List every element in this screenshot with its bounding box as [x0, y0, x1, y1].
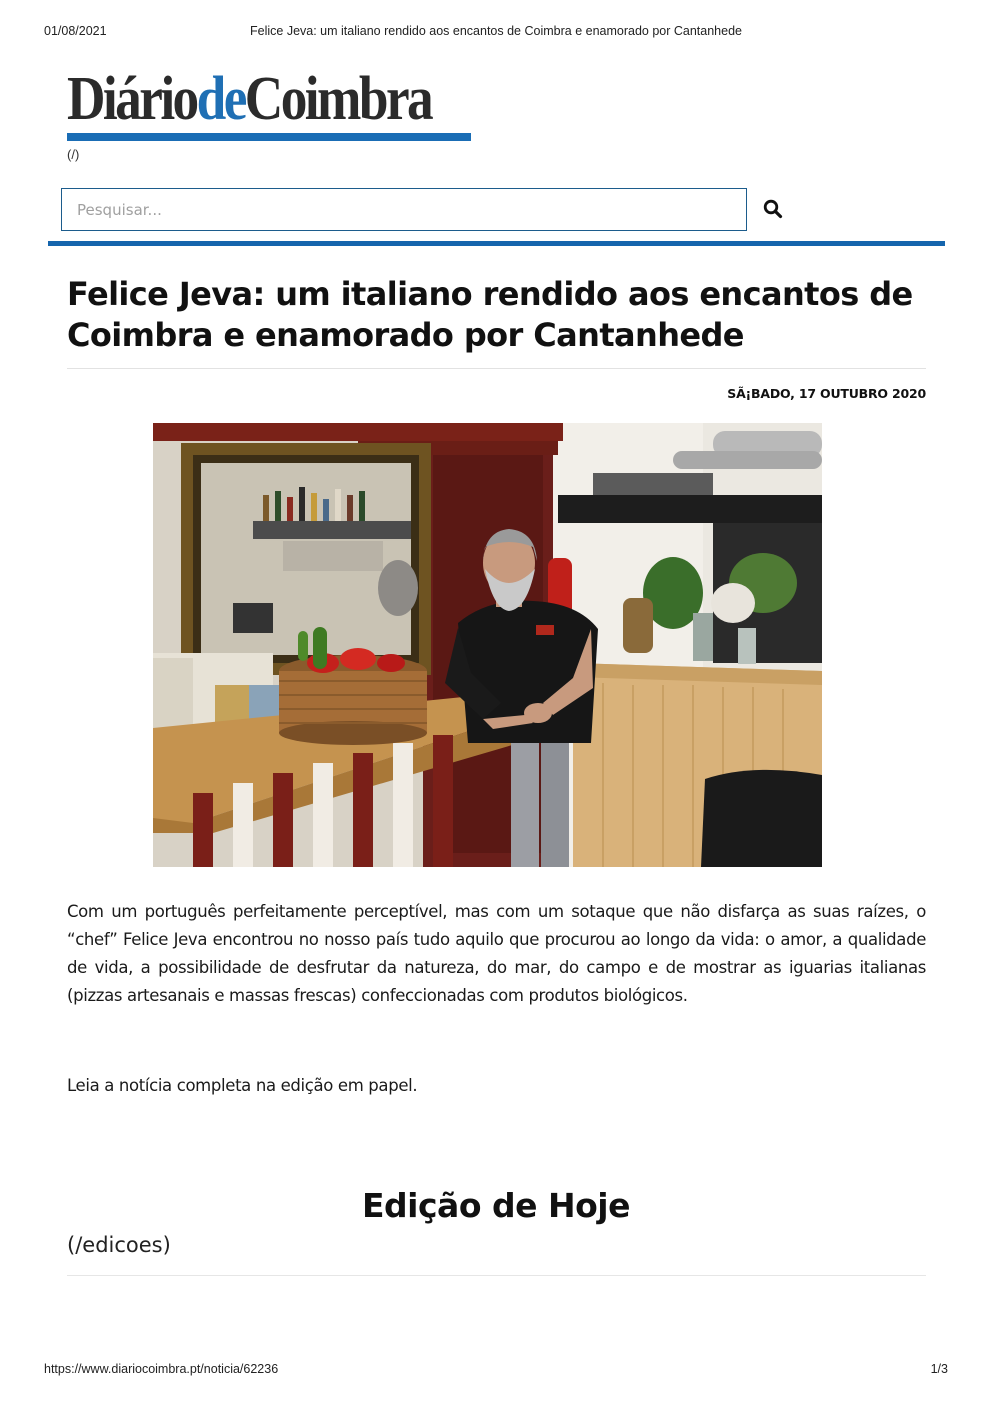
edition-title: Edição de Hoje — [362, 1186, 630, 1225]
logo-wordmark — [67, 66, 431, 132]
search-icon — [763, 199, 783, 219]
search-button[interactable] — [757, 193, 789, 225]
search-input[interactable] — [61, 188, 747, 231]
site-logo[interactable] — [67, 66, 471, 146]
edition-divider — [67, 1275, 926, 1276]
article-photo — [153, 423, 822, 867]
header-divider — [48, 241, 945, 246]
title-divider — [67, 368, 926, 369]
logo-word-coimbra: Coimbra — [244, 65, 432, 133]
logo-word-diario: Diário — [67, 65, 197, 133]
article-body: Com um português perfeitamente perceptível, mas com um sotaque que não disfarça as suas raízes, o “chef” Felice Jeva encontrou no nosso país tudo aquilo que procurou ao longo da vida: o amor, a qualidade de vida, a possibilidade de desfrutar da natureza, do mar, do campo e de mostrar as iguarias italianas (pizzas artesanais e massas frescas) confeccionadas com produtos biológicos. — [67, 902, 926, 1005]
logo-word-de: de — [196, 65, 245, 133]
print-header-title — [0, 24, 992, 38]
logo-underline — [67, 133, 471, 141]
print-header-title-text: Felice Jeva: um italiano rendido aos encantos de Coimbra e enamorado por Cantanhede — [250, 24, 742, 38]
print-header-date: 01/08/2021 — [44, 24, 107, 38]
article-date: SÃ¡BADO, 17 OUTUBRO 2020 — [727, 386, 926, 401]
article-photo-illustration — [153, 423, 822, 867]
edition-link[interactable]: (/edicoes) — [67, 1233, 171, 1257]
article-title: Felice Jeva: um italiano rendido aos encantos de Coimbra e enamorado por Cantanhede — [67, 275, 913, 354]
article-cta: Leia a notícia completa na edição em papel. — [67, 1076, 418, 1095]
print-footer-page: 1/3 — [930, 1362, 948, 1376]
print-footer-url: https://www.diariocoimbra.pt/noticia/62236 — [44, 1362, 279, 1376]
home-link[interactable]: (/) — [67, 147, 80, 162]
